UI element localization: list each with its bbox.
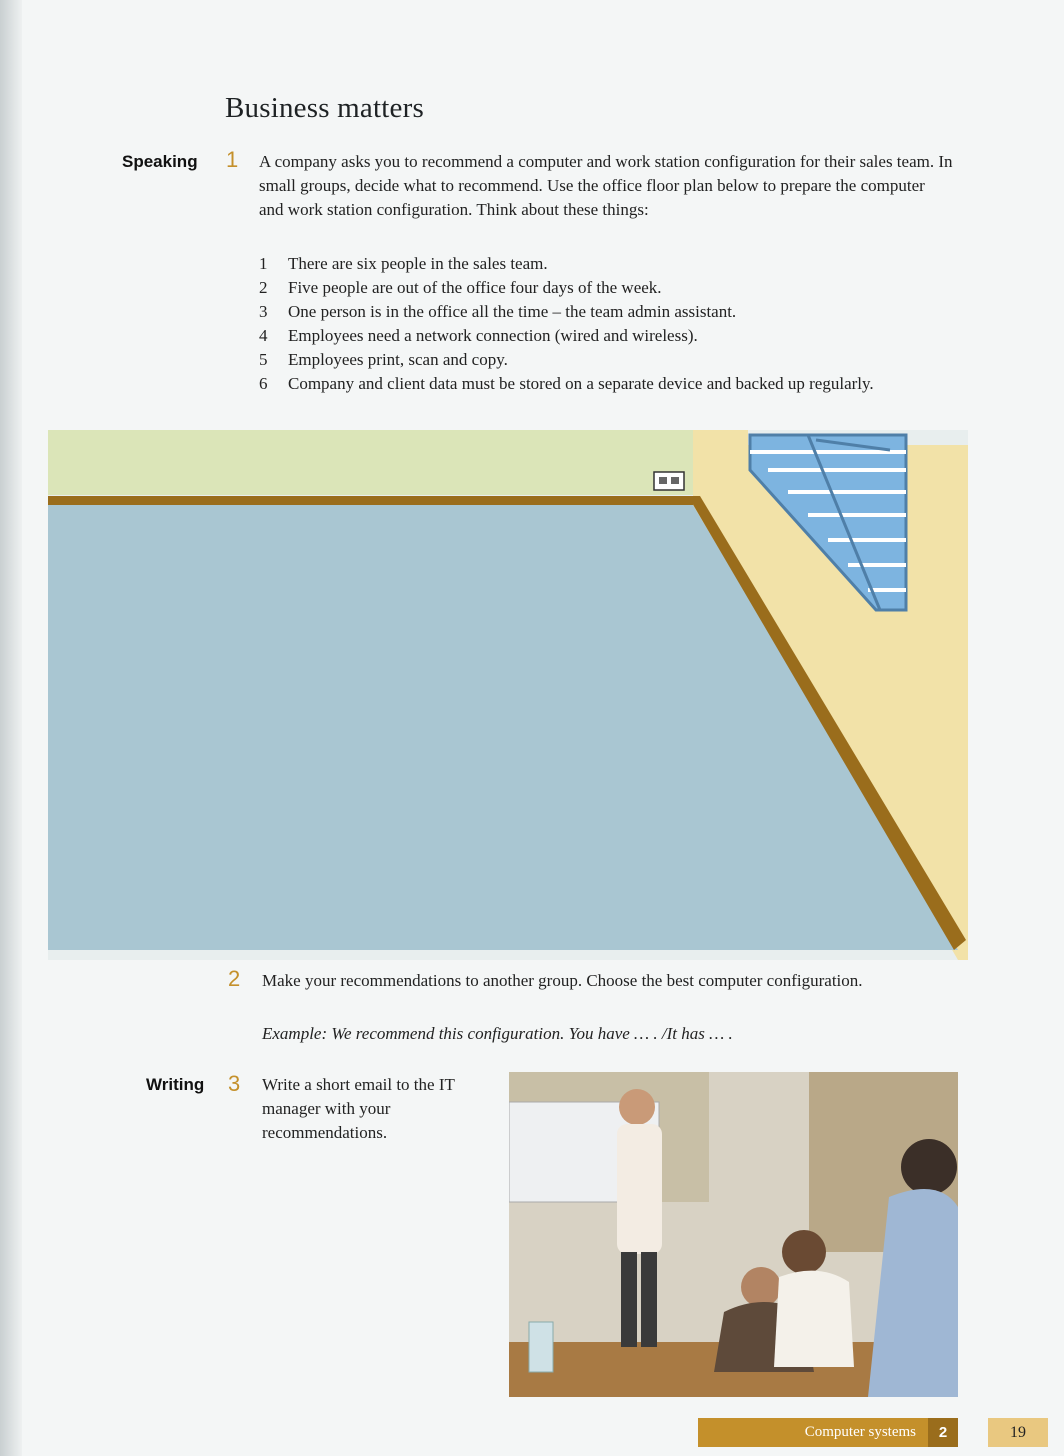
exercise-1-number: 1 xyxy=(226,147,239,172)
page-number: 19 xyxy=(988,1418,1048,1447)
socket-port xyxy=(659,477,667,484)
considerations-list xyxy=(259,252,949,396)
skirting-back xyxy=(48,496,693,505)
exercise-3-instructions: Write a short email to the IT manager with your recommendations. xyxy=(262,1075,455,1142)
page-binding xyxy=(0,0,22,1456)
list-item: 4 Employees need a network connection (wired and wireless). xyxy=(259,326,698,345)
socket-port xyxy=(671,477,679,484)
meeting-photo xyxy=(509,1072,958,1397)
list-item: 6 Company and client data must be stored on a separate device and backed up regularly. xyxy=(259,374,874,393)
speaking-label: Speaking xyxy=(122,152,198,171)
exercise-2-instructions: Make your recommendations to another group. Choose the best computer configuration. xyxy=(262,971,863,990)
list-item: 3 One person is in the office all the time – the team admin assistant. xyxy=(259,302,737,321)
list-item: 5 Employees print, scan and copy. xyxy=(259,350,508,369)
writing-label: Writing xyxy=(146,1075,205,1094)
exercise-1-instructions: A company asks you to recommend a computer and work station configuration for their sales team. In small groups, decide what to recommend. Use the office floor plan below to prepare the computer and work station configuration. Think about these things: xyxy=(259,152,953,219)
list-item: 1 There are six people in the sales team. xyxy=(259,254,548,273)
list-item: 2 Five people are out of the office four days of the week. xyxy=(259,278,662,297)
exercise-2-number: 2 xyxy=(228,966,241,991)
unit-number: 2 xyxy=(928,1418,958,1447)
page-title: Business matters xyxy=(225,92,424,124)
example-sentence: Example: We recommend this configuration. You have … . /It has … . xyxy=(262,1024,733,1043)
unit-title: Computer systems xyxy=(804,1424,916,1440)
office-floor-plan-illustration xyxy=(48,430,968,960)
back-wall xyxy=(48,430,693,495)
unit-footer-tab xyxy=(698,1418,958,1447)
exercise-3-number: 3 xyxy=(228,1071,241,1096)
network-socket xyxy=(654,472,684,490)
